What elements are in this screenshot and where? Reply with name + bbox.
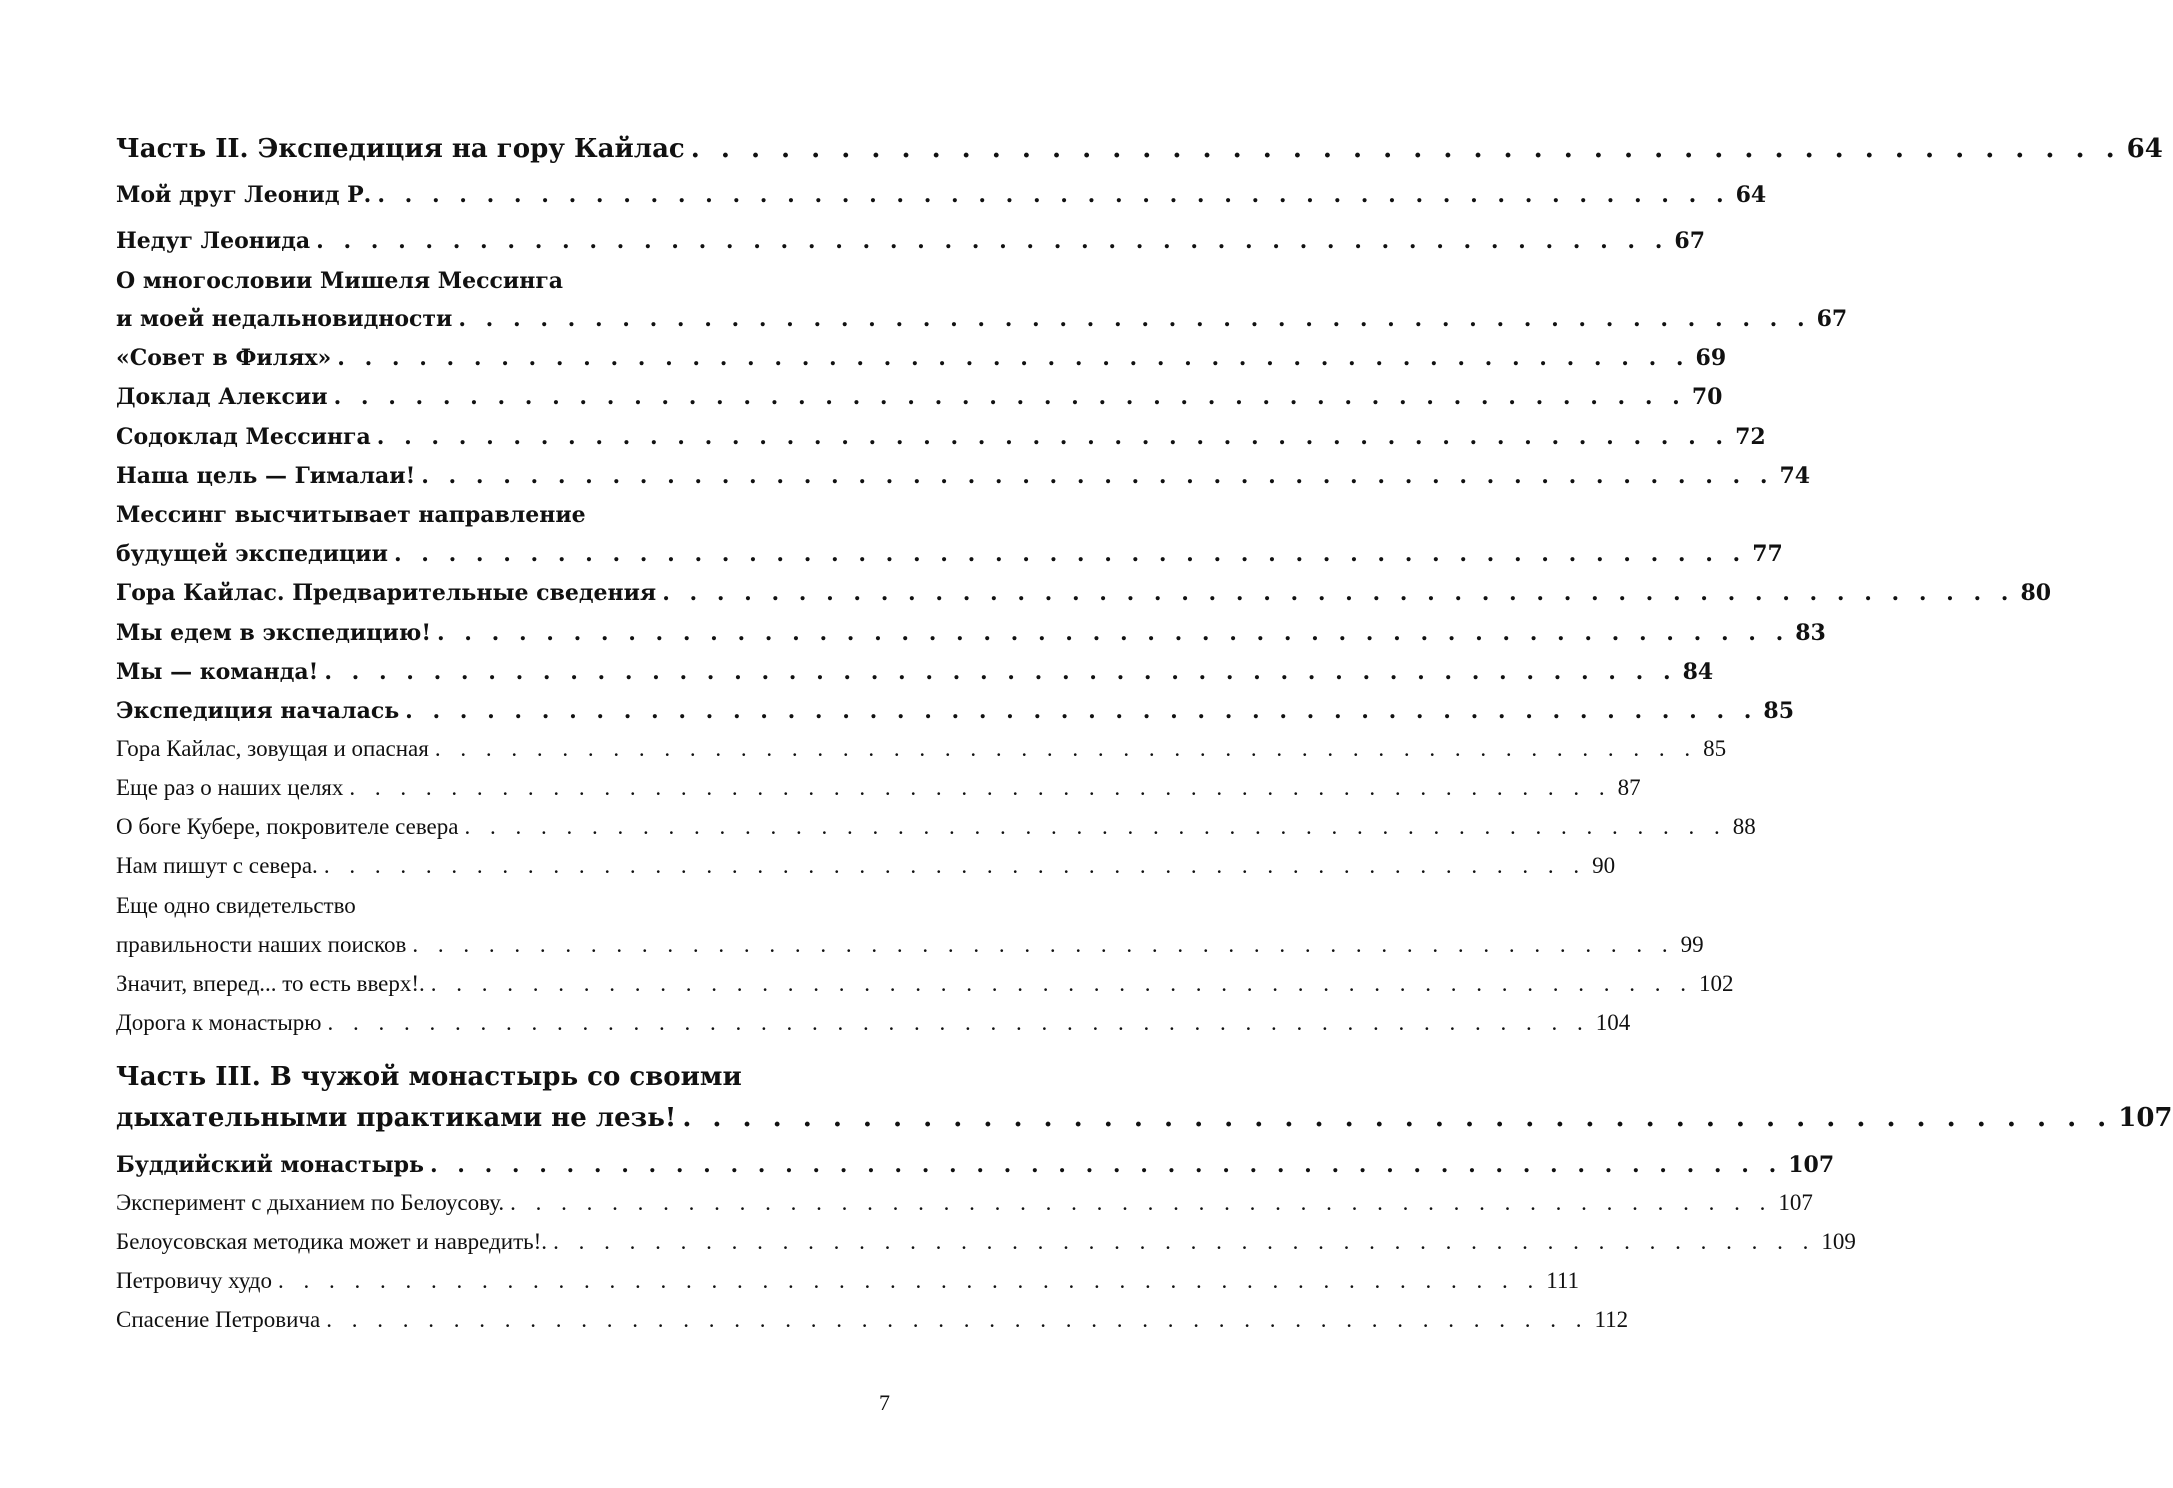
toc-section-title: Еще раз о наших целях [116, 775, 344, 800]
leader-dots: . . . . . . . . . . . . . . . . . . . . . . . . . . . . . . . . . . . . . . . . . . . . . . . . . . [324, 659, 1677, 685]
toc-part-3-line: Часть III. В чужой монастырь со своими [116, 1062, 742, 1092]
toc-entry [116, 698, 1795, 724]
toc-section-title: Дорога к монастырю [116, 1010, 322, 1035]
toc-section-title: Эксперимент с дыханием по Белоусову. [116, 1190, 505, 1215]
toc-page-number: 85 [1703, 736, 1727, 761]
leader-dots: . . . . . . . . . . . . . . . . . . . . . . . . . . . . . . . . . . . . . . . . . . . . . . . . . . [436, 620, 1790, 646]
toc-page-number: 67 [1674, 228, 1706, 254]
toc-part-2 [116, 134, 2163, 164]
page-number: 7 [879, 1390, 890, 1415]
toc-entry-title: «Совет в Филях» [116, 345, 332, 371]
toc-entry-line: Мессинг высчитывает направление [116, 502, 586, 528]
leader-dots: . . . . . . . . . . . . . . . . . . . . . . . . . . . . . . . . . . . . . . . . . . . . . . . . . . [393, 541, 1747, 567]
leader-dots: . . . . . . . . . . . . . . . . . . . . . . . . . . . . . . . . . . . . . . . . . . . . . . . . . . [430, 971, 1694, 996]
leader-dots: . . . . . . . . . . . . . . . . . . . . . . . . . . . . . . . . . . . . . . . . . . . . . . . . . . [464, 814, 1727, 839]
leader-dots: . . . . . . . . . . . . . . . . . . . . . . . . . . . . . . . . . . . . . . . . . . . . . . . . . . [405, 698, 1758, 724]
leader-dots: . . . . . . . . . . . . . . . . . . . . . . . . . . . . . . . . . . . . . . . . . . . . . . . . [682, 1103, 2113, 1133]
toc-section [116, 1268, 1580, 1294]
toc-entry-title: Содоклад Мессинга [116, 424, 371, 450]
toc-entry [116, 228, 1706, 254]
toc-entry-title: Доклад Алексии [116, 384, 328, 410]
toc-page-number: 88 [1732, 814, 1756, 839]
toc-section-title: Гора Кайлас, зовущая и опасная [116, 736, 429, 761]
toc-page-number: 84 [1682, 659, 1714, 685]
toc-part-title: дыхательными практиками не лезь! [116, 1103, 677, 1133]
toc-section-title: Спасение Петровича [116, 1307, 321, 1332]
leader-dots: . . . . . . . . . . . . . . . . . . . . . . . . . . . . . . . . . . . . . . . . . . . . . . . . . . [458, 306, 1811, 332]
leader-dots: . . . . . . . . . . . . . . . . . . . . . . . . . . . . . . . . . . . . . . . . . . . . . . . . . . [434, 736, 1698, 761]
toc-entry [116, 1152, 1835, 1178]
toc-entry-title: Гора Кайлас. Предварительные сведения [116, 580, 657, 606]
toc-page-number: 107 [1788, 1152, 1835, 1178]
toc-entry-line: О многословии Мишеля Мессинга [116, 268, 564, 294]
toc-entry [116, 659, 1714, 685]
leader-dots: . . . . . . . . . . . . . . . . . . . . . . . . . . . . . . . . . . . . . . . . . . . . . . . . . . [662, 580, 2015, 606]
leader-dots: . . . . . . . . . . . . . . . . . . . . . . . . . . . . . . . . . . . . . . . . . . . . . . . . . . [326, 1307, 1589, 1332]
leader-dots: . . . . . . . . . . . . . . . . . . . . . . . . . . . . . . . . . . . . . . . . . . . . . . . . . . [316, 228, 1669, 254]
toc-page-number: 107 [2118, 1103, 2173, 1133]
toc-part-3 [116, 1103, 2173, 1133]
toc-section-title: Белоусовская методика может и навредить!. [116, 1229, 548, 1254]
toc-entry-title: Мой друг Леонид Р. [116, 182, 372, 208]
toc-entry-title: Буддийский монастырь [116, 1152, 424, 1178]
toc-entry [116, 345, 1727, 371]
toc-section [116, 1010, 1631, 1036]
toc-page-number: 77 [1752, 541, 1783, 567]
toc-page-number: 83 [1795, 620, 1826, 646]
toc-section-title: правильности наших поисков [116, 932, 407, 957]
leader-dots: . . . . . . . . . . . . . . . . . . . . . . . . . . . . . . . . . . . . . . . . . . . . . . . . [690, 134, 2121, 164]
toc-page-number: 72 [1735, 424, 1766, 450]
toc-entry-title: Экспедиция началась [116, 698, 400, 724]
toc-section [116, 1307, 1629, 1333]
leader-dots: . . . . . . . . . . . . . . . . . . . . . . . . . . . . . . . . . . . . . . . . . . . . . . . . . . [376, 424, 1730, 450]
toc-section [116, 736, 1727, 762]
leader-dots: . . . . . . . . . . . . . . . . . . . . . . . . . . . . . . . . . . . . . . . . . . . . . . . . . . [510, 1190, 1773, 1215]
toc-section [116, 971, 1734, 997]
leader-dots: . . . . . . . . . . . . . . . . . . . . . . . . . . . . . . . . . . . . . . . . . . . . . . . . . . [327, 1010, 1590, 1035]
toc-page-number: 111 [1546, 1268, 1580, 1293]
leader-dots: . . . . . . . . . . . . . . . . . . . . . . . . . . . . . . . . . . . . . . . . . . . . . . . . . . [553, 1229, 1816, 1254]
leader-dots: . . . . . . . . . . . . . . . . . . . . . . . . . . . . . . . . . . . . . . . . . . . . . . . . . . [349, 775, 1612, 800]
toc-page-number: 64 [1735, 182, 1767, 208]
toc-page-number: 109 [1821, 1229, 1856, 1254]
toc-page-number: 104 [1595, 1010, 1631, 1035]
toc-page-number: 107 [1778, 1190, 1813, 1215]
leader-dots: . . . . . . . . . . . . . . . . . . . . . . . . . . . . . . . . . . . . . . . . . . . . . . . . . . [377, 182, 1730, 208]
leader-dots: . . . . . . . . . . . . . . . . . . . . . . . . . . . . . . . . . . . . . . . . . . . . . . . . . . [429, 1152, 1783, 1178]
toc-entry [116, 424, 1766, 450]
toc-section-title: Нам пишут с севера. [116, 853, 318, 878]
toc-entry [116, 384, 1723, 410]
toc-entry [116, 541, 1783, 567]
leader-dots: . . . . . . . . . . . . . . . . . . . . . . . . . . . . . . . . . . . . . . . . . . . . . . . . . . [278, 1268, 1541, 1293]
toc-section-line: Еще одно свидетельство [116, 893, 356, 918]
toc-part-title: Часть II. Экспедиция на гору Кайлас [116, 134, 685, 164]
toc-page-number: 69 [1695, 345, 1727, 371]
toc-section-title: О боге Кубере, покровителе севера [116, 814, 459, 839]
leader-dots: . . . . . . . . . . . . . . . . . . . . . . . . . . . . . . . . . . . . . . . . . . . . . . . . . . [337, 345, 1690, 371]
toc-page-number: 80 [2020, 580, 2052, 606]
toc-section [116, 775, 1641, 801]
toc-section-title: Значит, вперед... то есть вверх!. [116, 971, 425, 996]
toc-page-number: 87 [1617, 775, 1641, 800]
toc-entry-title: и моей недальновидности [116, 306, 453, 332]
toc-page-number: 112 [1594, 1307, 1629, 1332]
toc-page-number: 99 [1680, 932, 1704, 957]
toc-section [116, 1190, 1813, 1216]
toc-section [116, 1229, 1856, 1255]
toc-page-number: 67 [1816, 306, 1848, 332]
toc-page-number: 90 [1592, 853, 1616, 878]
toc-entry [116, 306, 1848, 332]
toc-section [116, 932, 1704, 958]
toc-entry-title: Мы едем в экспедицию! [116, 620, 431, 646]
toc-section-title: Петровичу худо [116, 1268, 273, 1293]
toc-section [116, 853, 1616, 879]
toc-entry [116, 182, 1767, 208]
leader-dots: . . . . . . . . . . . . . . . . . . . . . . . . . . . . . . . . . . . . . . . . . . . . . . . . . . [333, 384, 1686, 410]
toc-entry-title: Недуг Леонида [116, 228, 311, 254]
toc-entry [116, 463, 1811, 489]
toc-page-number: 102 [1699, 971, 1734, 996]
toc-page-number: 74 [1779, 463, 1811, 489]
toc-entry [116, 580, 2052, 606]
toc-page-number: 70 [1691, 384, 1723, 410]
toc-page-number: 85 [1763, 698, 1795, 724]
toc-section [116, 814, 1756, 840]
toc-page-number: 64 [2126, 134, 2163, 164]
toc-entry-title: будущей экспедиции [116, 541, 388, 567]
toc-entry-title: Наша цель — Гималаи! [116, 463, 416, 489]
toc-entry [116, 620, 1826, 646]
toc-entry-title: Мы — команда! [116, 659, 319, 685]
leader-dots: . . . . . . . . . . . . . . . . . . . . . . . . . . . . . . . . . . . . . . . . . . . . . . . . . . [323, 853, 1587, 878]
leader-dots: . . . . . . . . . . . . . . . . . . . . . . . . . . . . . . . . . . . . . . . . . . . . . . . . . . [421, 463, 1774, 489]
leader-dots: . . . . . . . . . . . . . . . . . . . . . . . . . . . . . . . . . . . . . . . . . . . . . . . . . . [412, 932, 1675, 957]
